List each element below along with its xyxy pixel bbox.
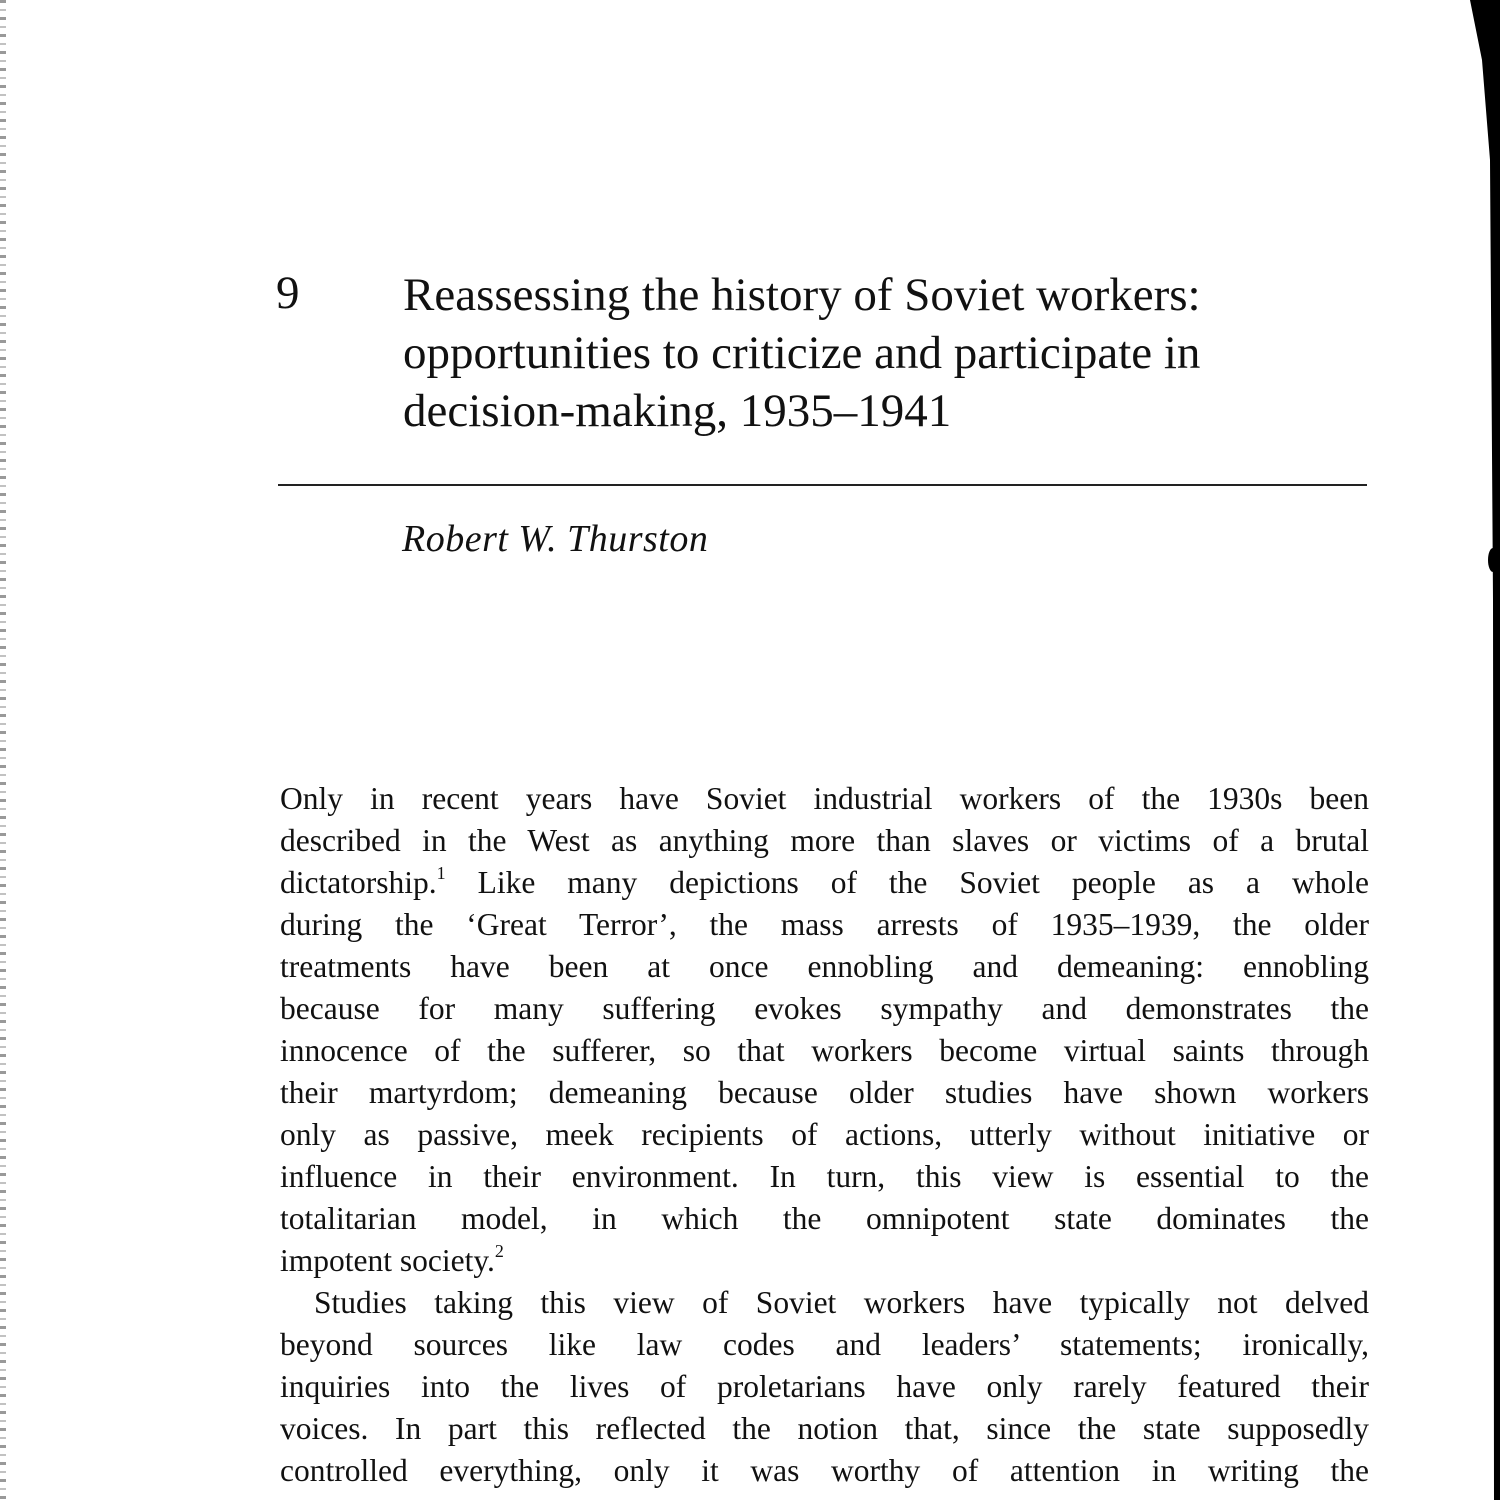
text-line-content: beyond sources like law codes and leaders’ statements; ironically,	[280, 1327, 1369, 1362]
chapter-number: 9	[276, 267, 300, 319]
text-line	[280, 1408, 1369, 1450]
text-line-content: Studies taking this view of Soviet workers have typically not delved	[314, 1285, 1369, 1320]
text-line-content: controlled everything, only it was worthy of attention in writing the	[280, 1453, 1369, 1488]
scan-edge-right	[1460, 0, 1500, 1500]
text-line-content: voices. In part this reflected the notion that, since the state supposedly	[280, 1411, 1369, 1446]
text-line-content: impotent society.	[280, 1243, 495, 1278]
text-line-content: innocence of the sufferer, so that workers become virtual saints through	[280, 1033, 1369, 1068]
chapter-title-line: opportunities to criticize and participate in	[403, 327, 1201, 379]
text-line	[280, 1156, 1369, 1198]
text-line-content: influence in their environment. In turn, this view is essential to the	[280, 1159, 1369, 1194]
chapter-title-line: Reassessing the history of Soviet workers:	[403, 269, 1201, 321]
text-line-content: inquiries into the lives of proletarians have only rarely featured their	[280, 1369, 1369, 1404]
text-line	[280, 904, 1369, 946]
footnote-marker[interactable]: 2	[494, 1241, 504, 1261]
text-line	[280, 1282, 1369, 1324]
text-line	[280, 1072, 1369, 1114]
text-line	[280, 820, 1369, 862]
scan-edge-left	[0, 0, 6, 1500]
text-line-content: described in the West as anything more than slaves or victims of a brutal	[280, 823, 1369, 858]
chapter-title	[403, 266, 1201, 440]
text-line	[280, 1114, 1369, 1156]
text-line	[280, 1240, 1369, 1282]
text-line	[280, 1030, 1369, 1072]
text-line-content: dictatorship.	[280, 865, 437, 900]
text-line-content: their martyrdom; demeaning because older studies have shown workers	[280, 1075, 1369, 1110]
footnote-marker[interactable]: 1	[436, 863, 446, 883]
text-line	[280, 946, 1369, 988]
text-line	[280, 1366, 1369, 1408]
text-line-content: treatments have been at once ennobling and demeaning: ennobling	[280, 949, 1369, 984]
text-line	[280, 862, 1369, 904]
text-line-content: totalitarian model, in which the omnipotent state dominates the	[280, 1201, 1369, 1236]
chapter-title-line: decision-making, 1935–1941	[403, 385, 952, 437]
title-rule	[278, 484, 1367, 486]
author-name: Robert W. Thurston	[402, 518, 709, 560]
text-line	[280, 778, 1369, 820]
text-line-content: only as passive, meek recipients of actions, utterly without initiative or	[280, 1117, 1369, 1152]
text-line-continuation: Like many depictions of the Soviet people as a whole	[445, 865, 1369, 900]
text-line-content: because for many suffering evokes sympathy and demonstrates the	[280, 991, 1369, 1026]
text-line-content: during the ‘Great Terror’, the mass arrests of 1935–1939, the older	[280, 907, 1369, 942]
text-line	[280, 1324, 1369, 1366]
text-line	[280, 1450, 1369, 1492]
text-line	[280, 988, 1369, 1030]
text-line	[280, 1198, 1369, 1240]
text-line-content: Only in recent years have Soviet industrial workers of the 1930s been	[280, 781, 1369, 816]
body-text	[280, 778, 1369, 1492]
